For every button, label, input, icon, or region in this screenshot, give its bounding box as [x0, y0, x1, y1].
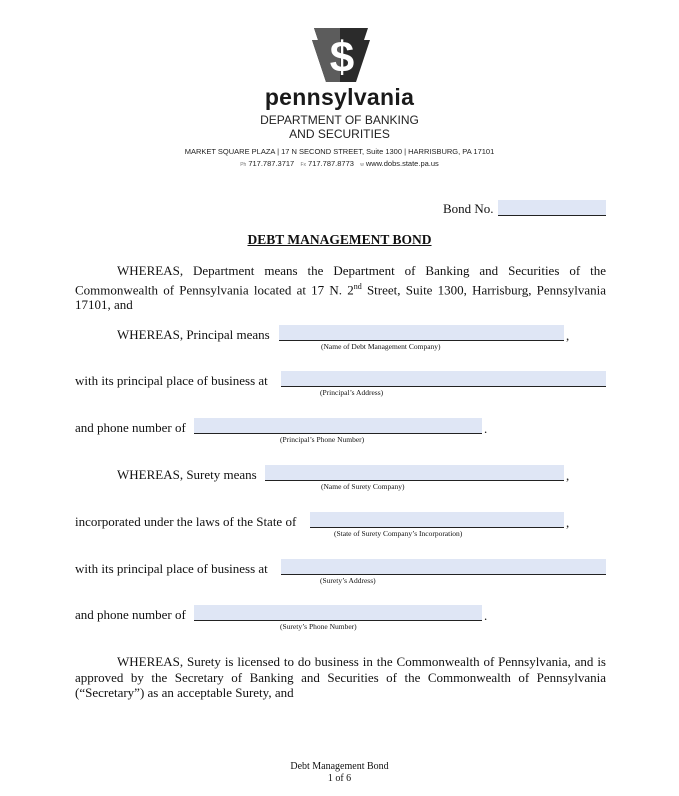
brand-wordmark: pennsylvania — [264, 84, 415, 110]
principal-address-label: with its principal place of business at — [75, 373, 268, 388]
paragraph-surety-licensed: WHEREAS, Surety is licensed to do business in the Commonwealth of Pennsylvania, and is approved by the Secretary of Banking and Securities of the Commonwealth of Pennsylvania (“Secretary”) as an acceptable Surety, and — [75, 654, 606, 700]
document-title: DEBT MANAGEMENT BOND — [247, 232, 432, 247]
fax-label: Fx — [300, 162, 307, 168]
surety-state-comma: , — [566, 515, 570, 530]
principal-name-field[interactable] — [279, 325, 564, 341]
web-label: w — [360, 162, 364, 168]
phone-label: Ph — [240, 162, 247, 168]
principal-label: WHEREAS, Principal means — [117, 327, 270, 342]
footer-title: Debt Management Bond — [290, 761, 389, 772]
surety-state-field[interactable] — [310, 512, 564, 528]
surety-label: WHEREAS, Surety means — [117, 467, 257, 482]
surety-address-field[interactable] — [281, 559, 606, 575]
surety-phone-field[interactable] — [194, 605, 482, 621]
website: www.dobs.state.pa.us — [365, 159, 439, 168]
principal-phone-caption: (Principal’s Phone Number) — [280, 435, 365, 444]
department-address: MARKET SQUARE PLAZA | 17 N SECOND STREET, Suite 1300 | HARRISBURG, PA 17101 — [184, 147, 495, 156]
surety-phone-label: and phone number of — [75, 607, 186, 622]
principal-address-field[interactable] — [281, 371, 606, 387]
principal-comma: , — [566, 328, 570, 343]
department-name-line1: DEPARTMENT OF BANKING — [260, 113, 419, 127]
surety-phone-period: . — [484, 608, 488, 623]
phone-number: 717.787.3717 — [248, 159, 295, 168]
surety-address-caption: (Surety’s Address) — [320, 576, 376, 585]
fax-number: 717.787.8773 — [308, 159, 354, 168]
paragraph-department-definition: WHEREAS, Department means the Department of Banking and Securities of the Commonwealth of Pennsylvania located at 17 N. 2nd Street, Suite 1300, Harrisburg, Pennsylvania 17101, and — [75, 263, 606, 313]
principal-phone-label: and phone number of — [75, 420, 186, 435]
contact-line — [0, 159, 679, 168]
page-number: 1 of 6 — [327, 773, 352, 784]
dollar-keystone-icon — [312, 26, 370, 84]
surety-state-caption: (State of Surety Company’s Incorporation) — [334, 529, 463, 538]
principal-address-caption: (Principal’s Address) — [320, 388, 384, 397]
principal-phone-period: . — [484, 421, 488, 436]
surety-name-field[interactable] — [265, 465, 564, 481]
surety-state-label: incorporated under the laws of the State of — [75, 514, 297, 529]
surety-address-label: with its principal place of business at — [75, 561, 268, 576]
principal-phone-field[interactable] — [194, 418, 482, 434]
surety-phone-caption: (Surety’s Phone Number) — [280, 622, 357, 631]
svg-text:$: $ — [329, 33, 355, 82]
bond-no-field[interactable] — [498, 200, 606, 216]
department-name-line2: AND SECURITIES — [289, 127, 390, 141]
principal-name-caption: (Name of Debt Management Company) — [321, 342, 441, 351]
surety-comma: , — [566, 468, 570, 483]
surety-name-caption: (Name of Surety Company) — [321, 482, 405, 491]
bond-no-label: Bond No. — [443, 201, 494, 216]
